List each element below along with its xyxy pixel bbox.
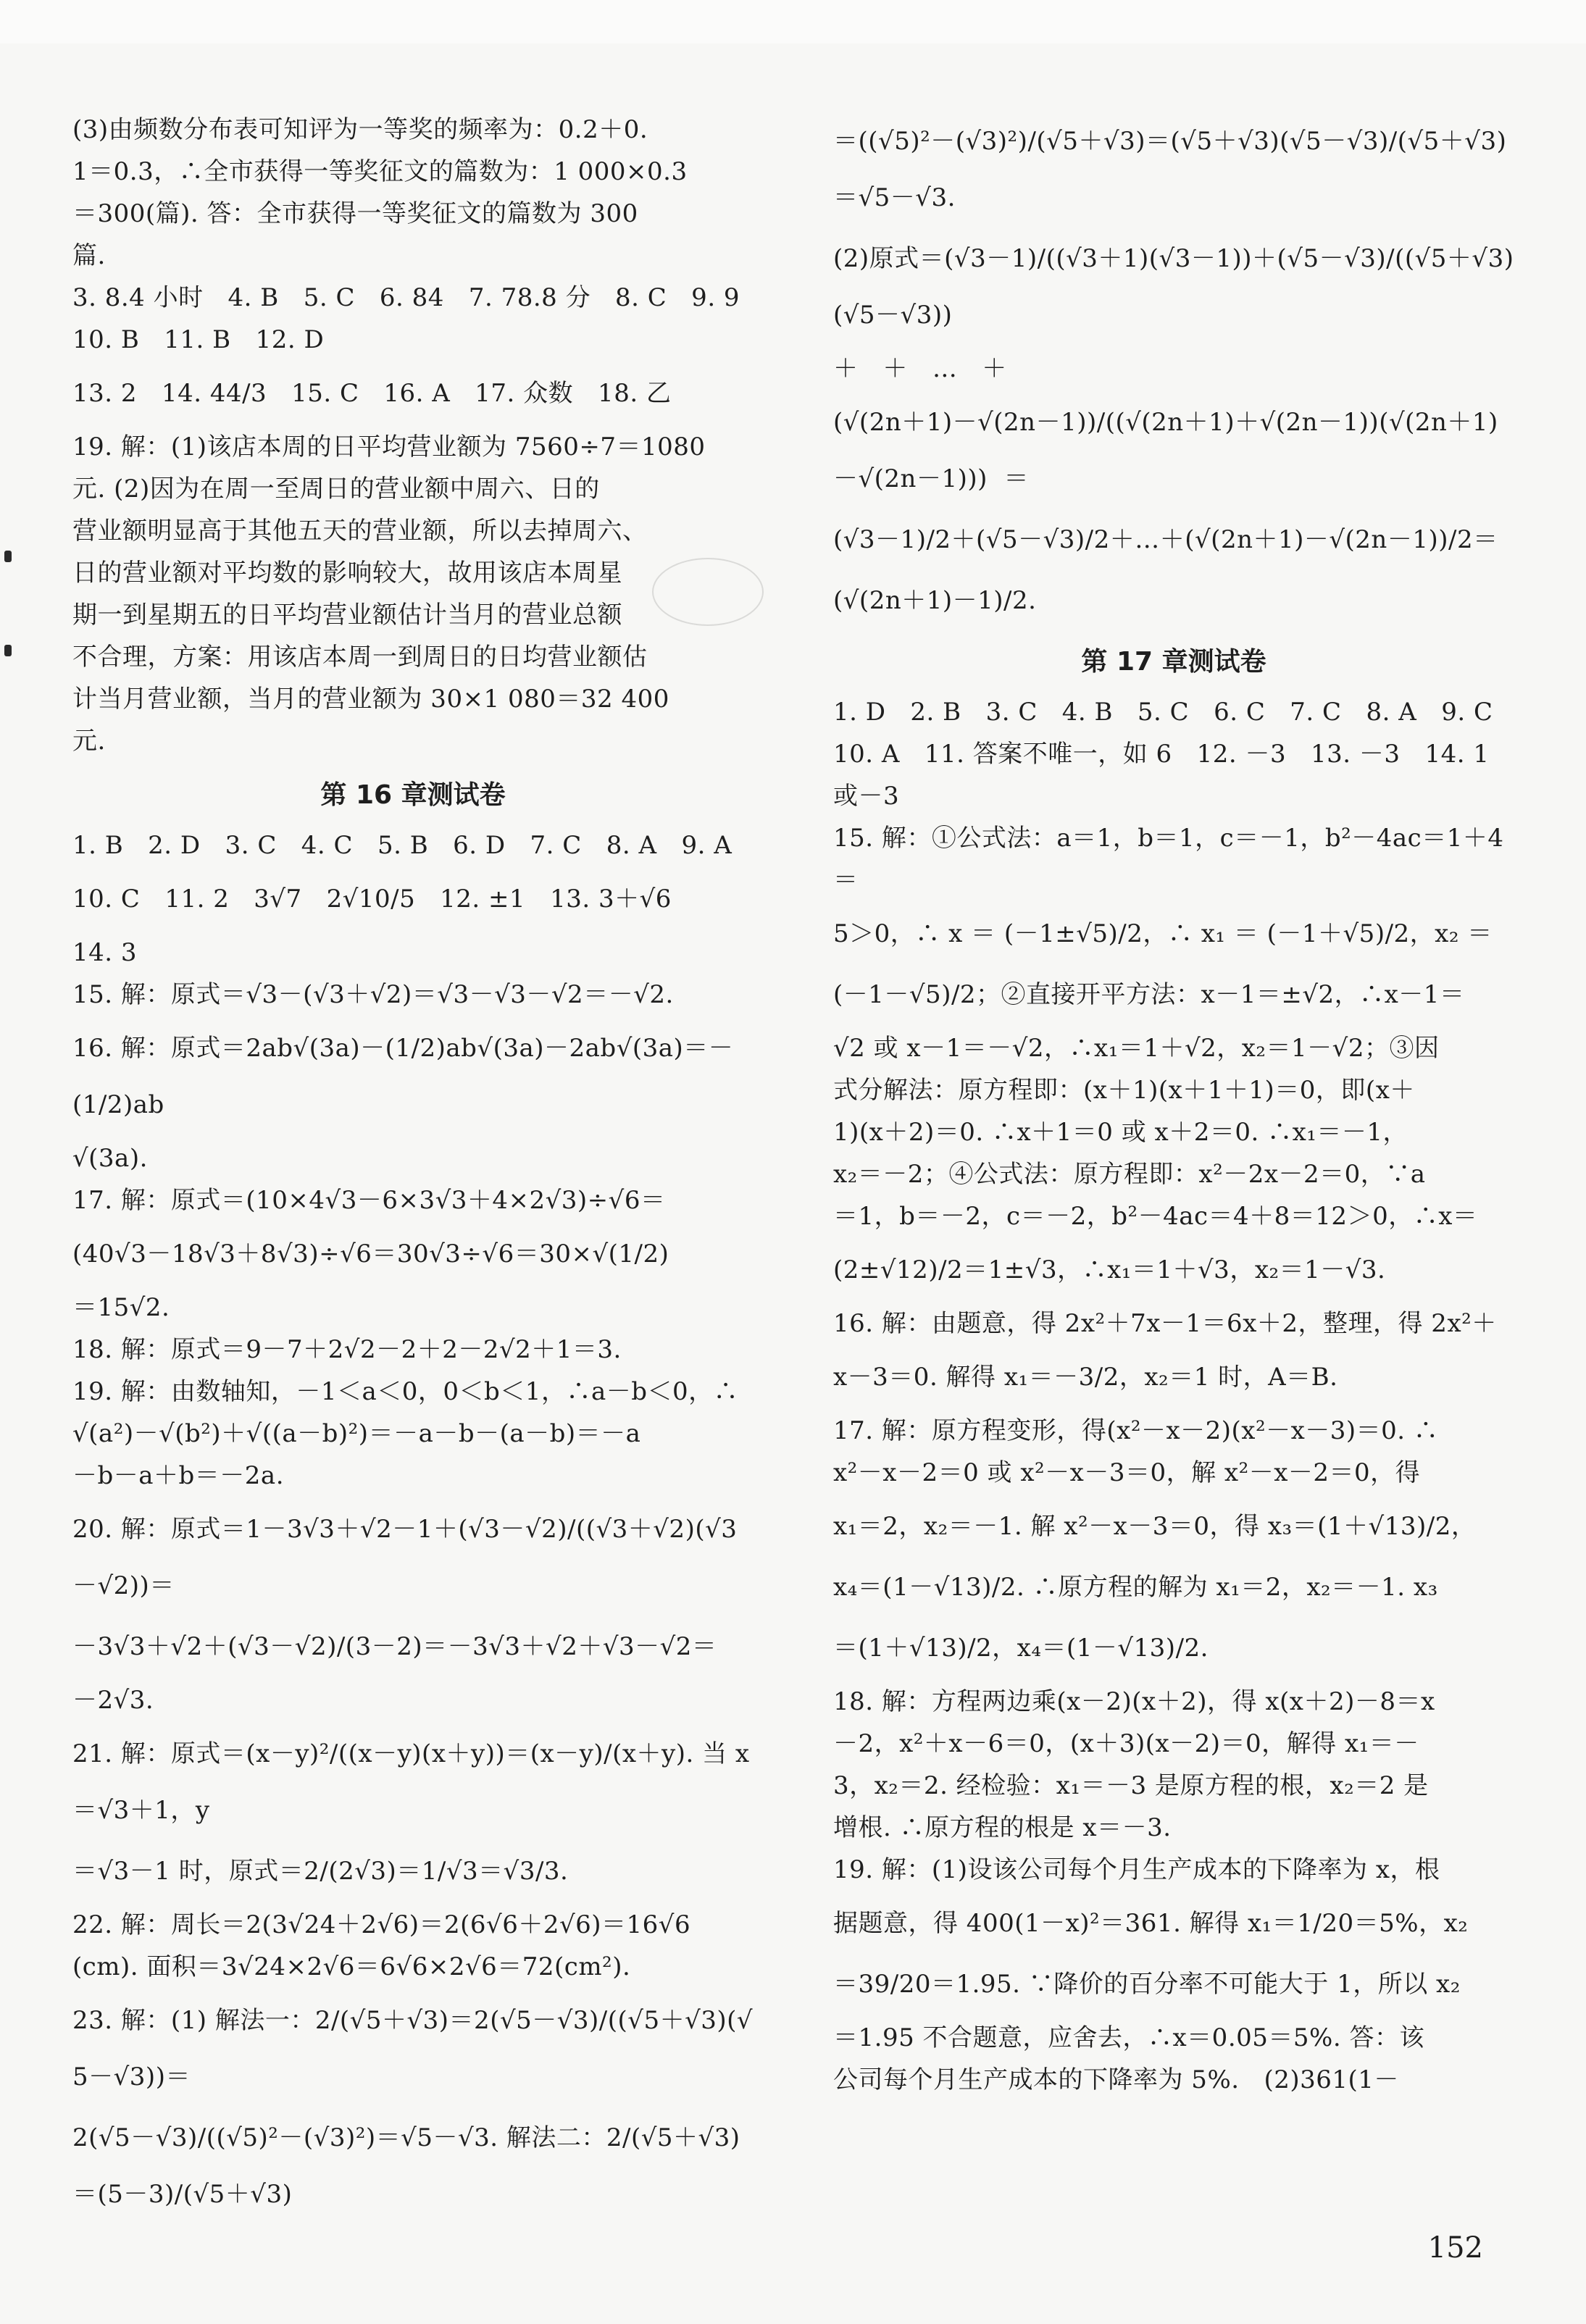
answer-line: ＝1，b＝－2，c＝－2，b²－4ac＝4＋8＝12＞0，∴x＝: [833, 1202, 1478, 1231]
answer-line: √(3a).: [72, 1144, 148, 1173]
answer-line: ＝1.95 不合题意，应舍去，∴x＝0.05＝5%. 答：该: [833, 2023, 1424, 2052]
answer-line: x₁＝2，x₂＝－1. 解 x²－x－3＝0，得 x₃＝(1＋√13)/2，: [833, 1512, 1477, 1541]
answer-line: x²－x－2＝0 或 x²－x－3＝0，解 x²－x－2＝0，得: [833, 1458, 1421, 1487]
left-column: [72, 109, 754, 2227]
answer-line: 19. 解：由数轴知，－1＜a＜0，0＜b＜1，∴a－b＜0，∴: [72, 1377, 739, 1406]
answer-line: －2，x²＋x－6＝0，(x＋3)(x－2)＝0，解得 x₁＝－: [833, 1729, 1419, 1758]
answer-line: 13. 2 14. 44/3 15. C 16. A 17. 众数 18. 乙: [72, 379, 672, 408]
answer-line: ＝((√5)²－(√3)²)/(√5＋√3)＝(√5＋√3)(√5－√3)/(√5＋√3)＝√5－√3.: [833, 127, 1507, 212]
answer-line: (2±√12)/2＝1±√3，∴x₁＝1＋√3，x₂＝1－√3.: [833, 1255, 1386, 1284]
answer-line: 22. 解：周长＝2(3√24＋2√6)＝2(6√6＋2√6)＝16√6: [72, 1910, 691, 1939]
answer-line: －2√3.: [72, 1686, 154, 1715]
answer-line: ＝√3－1 时，原式＝2/(2√3)＝1/√3＝√3/3.: [72, 1857, 569, 1886]
answer-line: ＝39/20＝1.95. ∵降价的百分率不可能大于 1，所以 x₂: [833, 1970, 1461, 1999]
answer-line: 营业额明显高于其他五天的营业额，所以去掉周六、: [72, 517, 648, 546]
binding-mark: [4, 645, 12, 656]
answer-line: －3√3＋√2＋(√3－√2)/(3－2)＝－3√3＋√2＋√3－√2＝: [72, 1632, 717, 1661]
answer-line: 15. 解：原式＝√3－(√3＋√2)＝√3－√3－√2＝－√2.: [72, 980, 674, 1009]
answer-line: 14. 3: [72, 938, 138, 967]
answer-line: (－1－√5)/2；②直接开平方法：x－1＝±√2，∴x－1＝: [833, 980, 1465, 1009]
answer-line: (40√3－18√3＋8√3)÷√6＝30√3÷√6＝30×√(1/2): [72, 1240, 669, 1268]
answer-line: 日的营业额对平均数的影响较大，故用该店本周星: [72, 559, 622, 588]
answer-line: 计当月营业额，当月的营业额为 30×1 080＝32 400: [72, 685, 669, 714]
answer-line: 据题意，得 400(1－x)²＝361. 解得 x₁＝1/20＝5%，x₂: [833, 1909, 1469, 1938]
answer-line: x₂＝－2；④公式法：原方程即：x²－2x－2＝0，∵a: [833, 1160, 1426, 1189]
answer-line: √(a²)－√(b²)＋√((a－b)²)＝－a－b－(a－b)＝－a: [72, 1419, 641, 1448]
answer-line: 10. A 11. 答案不唯一，如 6 12. －3 13. －3 14. 1: [833, 740, 1490, 769]
answer-line: 1. D 2. B 3. C 4. B 5. C 6. C 7. C 8. A 9. C: [833, 698, 1493, 727]
answer-line: (√(2n＋1)－1)/2.: [833, 586, 1037, 615]
answer-line: 1. B 2. D 3. C 4. C 5. B 6. D 7. C 8. A 9. A: [72, 831, 733, 860]
answer-line: 3. 8.4 小时 4. B 5. C 6. 84 7. 78.8 分 8. C 9. 9: [72, 283, 740, 312]
answer-line: 19. 解：(1)设该公司每个月生产成本的下降率为 x，根: [833, 1855, 1440, 1884]
binding-mark: [4, 551, 12, 562]
answer-line: √2 或 x－1＝－√2，∴x₁＝1＋√2，x₂＝1－√2；③因: [833, 1034, 1440, 1063]
answer-line: 17. 解：原方程变形，得(x²－x－2)(x²－x－3)＝0. ∴: [833, 1416, 1439, 1445]
answer-line: －b－a＋b＝－2a.: [72, 1461, 285, 1490]
section-heading: 第 17 章测试卷: [1081, 647, 1266, 677]
answer-line: 1＝0.3，∴全市获得一等奖征文的篇数为：1 000×0.3: [72, 157, 688, 186]
page-number: 152: [1427, 2231, 1483, 2265]
answer-line: 16. 解：原式＝2ab√(3a)－(1/2)ab√(3a)－2ab√(3a)＝－(1/2)ab: [72, 1034, 734, 1119]
answer-line: x₄＝(1－√13)/2. ∴原方程的解为 x₁＝2，x₂＝－1. x₃: [833, 1573, 1438, 1602]
answer-line: 篇.: [72, 241, 106, 270]
answer-line: ＝300(篇). 答：全市获得一等奖征文的篇数为 300: [72, 199, 638, 228]
answer-line: ＝(1＋√13)/2，x₄＝(1－√13)/2.: [833, 1634, 1209, 1663]
answer-line: 17. 解：原式＝(10×4√3－6×3√3＋4×2√3)÷√6＝: [72, 1186, 666, 1215]
answer-line: 5＞0，∴ x ＝ (－1±√5)/2，∴ x₁ ＝ (－1＋√5)/2，x₂ ＝: [833, 919, 1493, 948]
page-top-edge: [0, 0, 1586, 43]
answer-line: 20. 解：原式＝1－3√3＋√2－1＋(√3－√2)/((√3＋√2)(√3－√2))＝: [72, 1515, 738, 1600]
answer-line: 21. 解：原式＝(x－y)²/((x－y)(x＋y))＝(x－y)/(x＋y). 当 x＝√3＋1，y: [72, 1739, 750, 1825]
answer-line: 3，x₂＝2. 经检验：x₁＝－3 是原方程的根，x₂＝2 是: [833, 1771, 1429, 1800]
answer-line: 1)(x＋2)＝0. ∴x＋1＝0 或 x＋2＝0. ∴x₁＝－1，: [833, 1118, 1408, 1147]
answer-line: 式分解法：原方程即：(x＋1)(x＋1＋1)＝0，即(x＋: [833, 1076, 1415, 1105]
answer-line: (√3－1)/2＋(√5－√3)/2＋…＋(√(2n＋1)－√(2n－1))/2＝: [833, 525, 1498, 554]
right-column: [833, 109, 1514, 2101]
answer-line: 元. (2)因为在周一至周日的营业额中周六、日的: [72, 475, 600, 503]
answer-line: (3)由频数分布表可知评为一等奖的频率为：0.2＋0.: [72, 115, 648, 144]
answer-line: 期一到星期五的日平均营业额估计当月的营业总额: [72, 601, 622, 630]
answer-line: (√(2n＋1)－√(2n－1))/((√(2n＋1)＋√(2n－1))(√(2n＋1)－√(2n－1))) ＝: [833, 408, 1498, 493]
answer-line: 18. 解：原式＝9－7＋2√2－2＋2－2√2＋1＝3.: [72, 1335, 622, 1364]
answer-line: (2)原式＝(√3－1)/((√3＋1)(√3－1))＋(√5－√3)/((√5＋√3)(√5－√3)): [833, 244, 1514, 330]
answer-line: ＋ ＋ … ＋: [833, 354, 1007, 383]
answer-line: 公司每个月生产成本的下降率为 5%. (2)361(1－: [833, 2065, 1399, 2094]
answer-line: x－3＝0. 解得 x₁＝－3/2，x₂＝1 时，A＝B.: [833, 1363, 1338, 1392]
answer-line: 19. 解：(1)该店本周的日平均营业额为 7560÷7＝1080: [72, 432, 706, 461]
answer-line: ＝15√2.: [72, 1293, 170, 1322]
answer-line: 不合理，方案：用该店本周一到周日的日均营业额估: [72, 643, 648, 672]
answer-line: 10. B 11. B 12. D: [72, 325, 325, 354]
answer-line: 23. 解：(1) 解法一：2/(√5＋√3)＝2(√5－√3)/((√5＋√3)(√5－√3))＝: [72, 2006, 754, 2091]
answer-line: 2(√5－√3)/((√5)²－(√3)²)＝√5－√3. 解法二：2/(√5＋√3)＝(5－3)/(√5＋√3): [72, 2123, 740, 2209]
answer-line: 15. 解：①公式法：a＝1，b＝1，c＝－1，b²－4ac＝1＋4＝: [833, 824, 1504, 895]
answer-line: 或－3: [833, 782, 900, 811]
answer-line: (cm). 面积＝3√24×2√6＝6√6×2√6＝72(cm²).: [72, 1952, 631, 1981]
answer-line: 元.: [72, 727, 106, 756]
section-heading: 第 16 章测试卷: [320, 780, 506, 810]
answer-line: 16. 解：由题意，得 2x²＋7x－1＝6x＋2，整理，得 2x²＋: [833, 1309, 1497, 1338]
answer-line: 18. 解：方程两边乘(x－2)(x＋2)，得 x(x＋2)－8＝x: [833, 1687, 1435, 1716]
answer-line: 10. C 11. 2 3√7 2√10/5 12. ±1 13. 3＋√6: [72, 885, 672, 914]
answer-line: 增根. ∴原方程的根是 x＝－3.: [833, 1813, 1172, 1842]
